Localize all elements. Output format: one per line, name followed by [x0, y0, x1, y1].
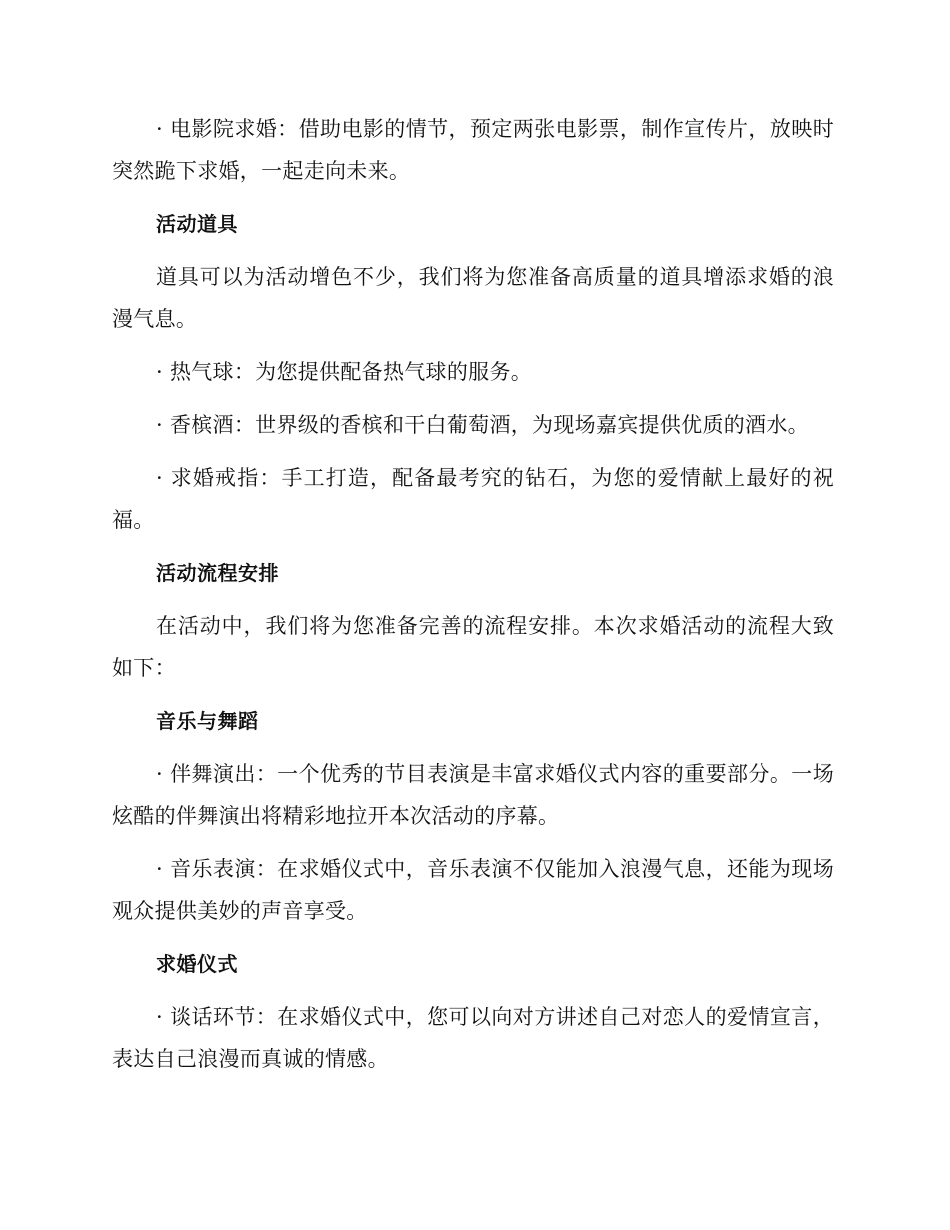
bullet-dance-performance: · 伴舞演出：一个优秀的节目表演是丰富求婚仪式内容的重要部分。一场炫酷的伴舞演出将精彩地拉开本次活动的序幕。: [112, 762, 834, 828]
schedule-intro: 在活动中，我们将为您准备完善的流程安排。本次求婚活动的流程大致如下：: [112, 614, 834, 680]
heading-props: 活动道具: [156, 212, 238, 236]
heading-ceremony: 求婚仪式: [156, 952, 238, 976]
heading-schedule: 活动流程安排: [156, 561, 279, 585]
bullet-cinema-proposal: · 电影院求婚：借助电影的情节，预定两张电影票，制作宣传片，放映时突然跪下求婚，一起走向未来。: [112, 117, 834, 183]
props-intro: 道具可以为活动增色不少，我们将为您准备高质量的道具增添求婚的浪漫气息。: [112, 265, 834, 331]
bullet-music-performance: · 音乐表演：在求婚仪式中，音乐表演不仅能加入浪漫气息，还能为现场观众提供美妙的声音享受。: [112, 857, 834, 923]
bullet-hot-air-balloon: · 热气球：为您提供配备热气球的服务。: [156, 360, 533, 384]
bullet-champagne: · 香槟酒：世界级的香槟和干白葡萄酒，为现场嘉宾提供优质的酒水。: [156, 413, 809, 437]
bullet-ring: · 求婚戒指：手工打造，配备最考究的钻石，为您的爱情献上最好的祝福。: [112, 466, 834, 532]
heading-music-dance: 音乐与舞蹈: [156, 709, 259, 733]
document-page: [112, 108, 834, 1080]
bullet-talk-session: · 谈话环节：在求婚仪式中，您可以向对方讲述自己对恋人的爱情宣言，表达自己浪漫而真诚的情感。: [112, 1005, 834, 1071]
